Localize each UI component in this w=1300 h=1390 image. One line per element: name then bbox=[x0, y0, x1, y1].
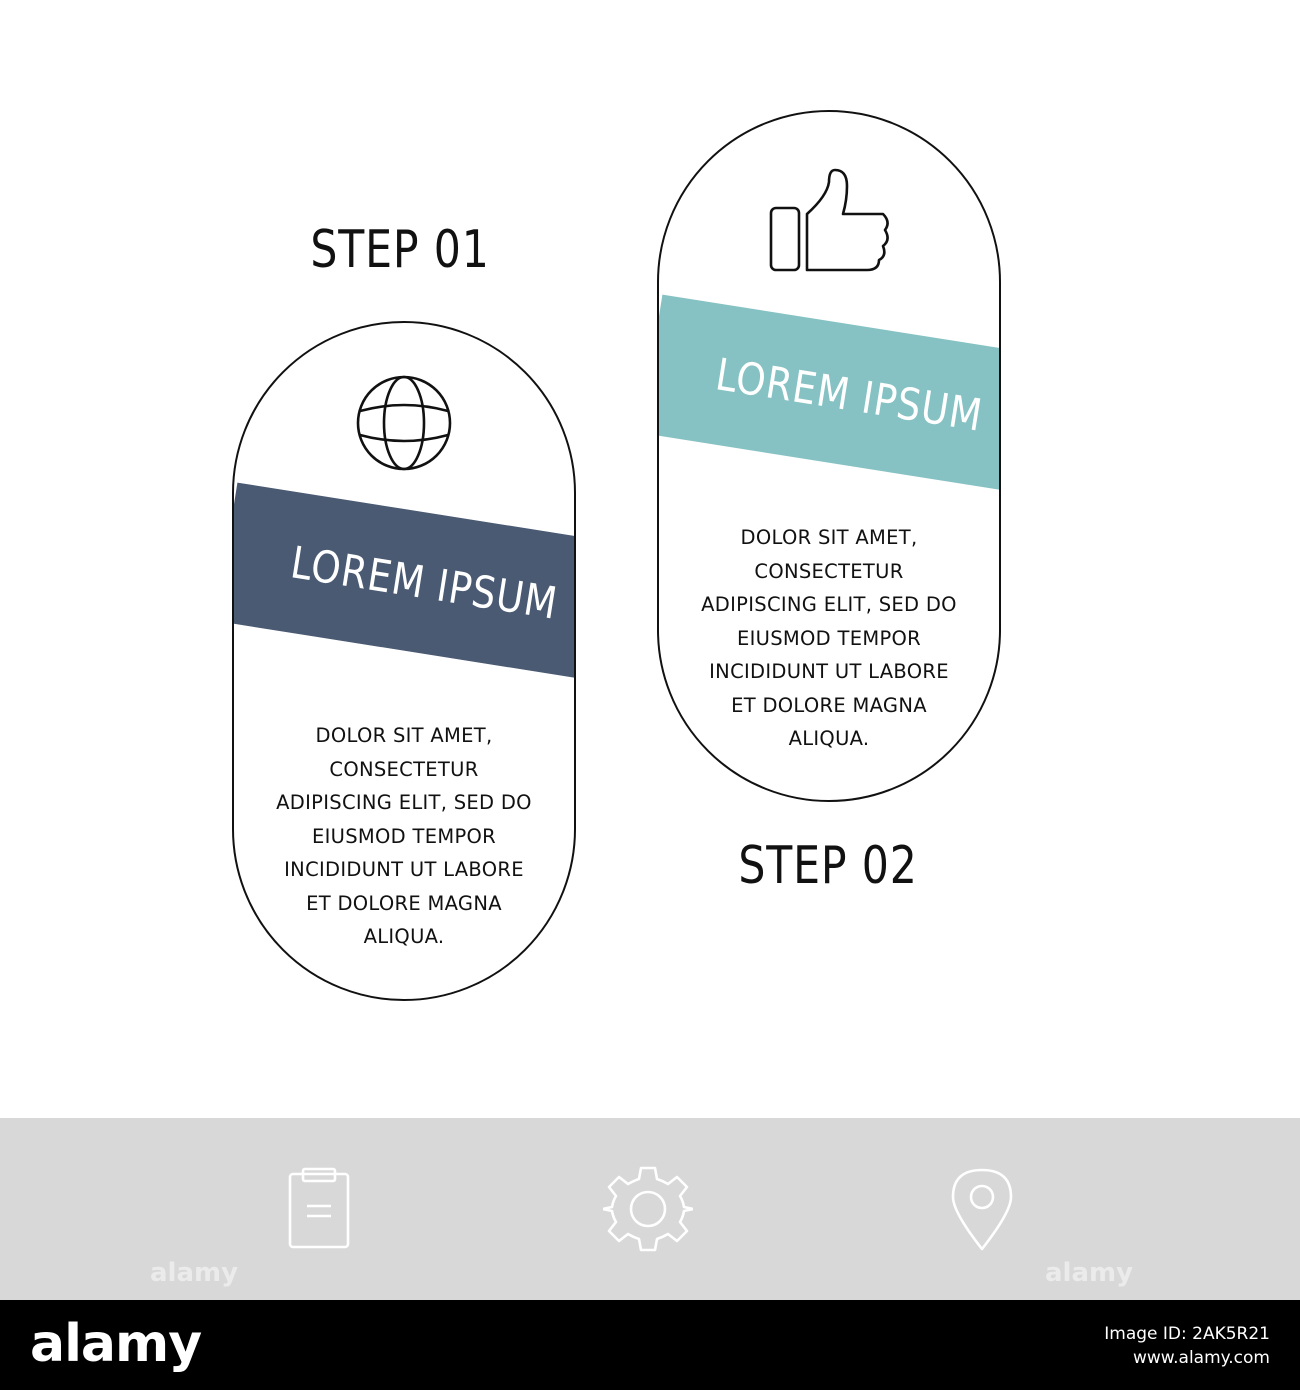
step-01-line: ET DOLORE MAGNA bbox=[306, 891, 502, 915]
step-02-title: STEP 02 bbox=[738, 836, 918, 896]
step-02-line: DOLOR SIT AMET, bbox=[740, 526, 918, 549]
clipboard-icon bbox=[287, 1166, 351, 1250]
step-01-line: CONSECTETUR bbox=[329, 757, 479, 781]
map-pin-icon bbox=[949, 1166, 1015, 1252]
step-01-line: DOLOR SIT AMET, bbox=[315, 724, 493, 747]
step-02-line: ET DOLORE MAGNA bbox=[731, 693, 927, 717]
watermark-text: alamy bbox=[150, 1258, 239, 1288]
brand-logo: alamy bbox=[30, 1314, 202, 1374]
step-01-description bbox=[234, 719, 574, 954]
step-02-heading-band bbox=[657, 295, 1001, 496]
step-01-title: STEP 01 bbox=[310, 220, 490, 280]
step-01-line: ADIPISCING ELIT, SED DO bbox=[276, 791, 532, 814]
step-02-line: EIUSMOD TEMPOR bbox=[736, 626, 922, 650]
step-02-card bbox=[657, 110, 1001, 802]
site-url: www.alamy.com bbox=[1132, 1348, 1270, 1368]
step-01-line: ALIQUA. bbox=[363, 925, 445, 948]
step-02-heading: LOREM IPSUM bbox=[712, 348, 986, 442]
watermark-text: alamy bbox=[1045, 1258, 1134, 1288]
step-01-heading-band bbox=[232, 483, 576, 684]
step-01-heading: LOREM IPSUM bbox=[287, 536, 561, 630]
step-01-line: EIUSMOD TEMPOR bbox=[311, 824, 497, 848]
step-02-description bbox=[659, 521, 999, 756]
step-02-line: ADIPISCING ELIT, SED DO bbox=[701, 593, 957, 616]
thumbs-up-icon bbox=[767, 166, 891, 276]
footer-icon-strip bbox=[0, 1118, 1300, 1300]
step-01-line: INCIDIDUNT UT LABORE bbox=[284, 858, 524, 881]
image-id-label: Image ID: 2AK5R21 bbox=[1104, 1324, 1270, 1344]
bottom-bar bbox=[0, 1300, 1300, 1390]
gear-icon bbox=[603, 1164, 693, 1254]
step-02-line: ALIQUA. bbox=[788, 727, 870, 750]
step-01-card bbox=[232, 321, 576, 1001]
globe-icon bbox=[352, 371, 456, 475]
step-02-line: INCIDIDUNT UT LABORE bbox=[709, 660, 949, 683]
step-02-line: CONSECTETUR bbox=[754, 559, 904, 583]
